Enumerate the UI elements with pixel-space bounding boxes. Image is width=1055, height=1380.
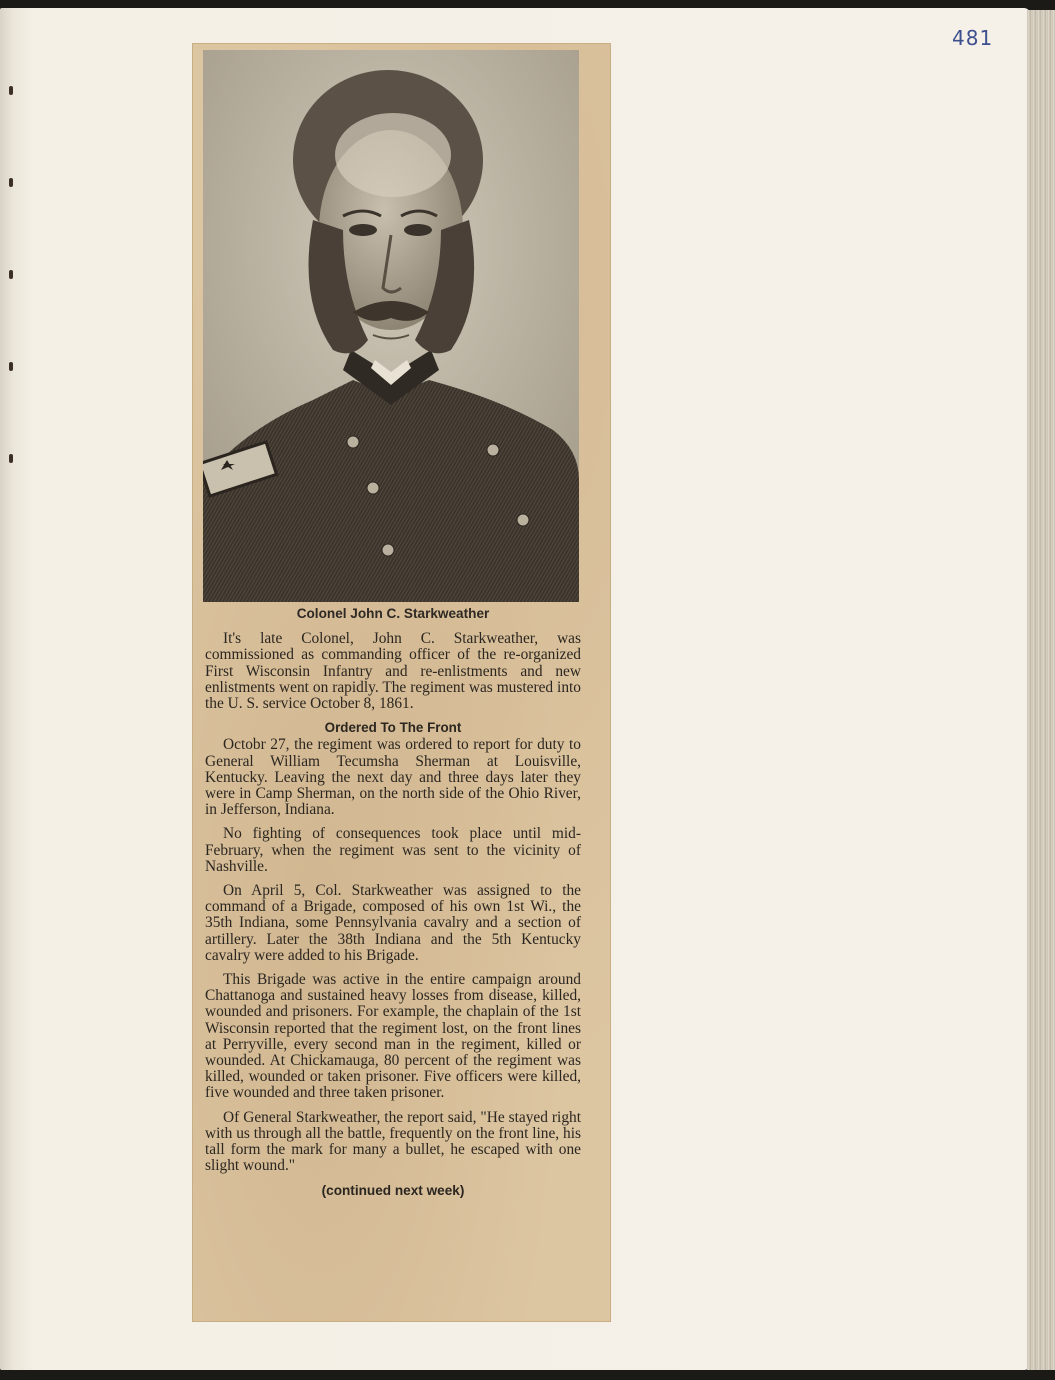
portrait-engraving (203, 50, 579, 602)
article-paragraph: On April 5, Col. Starkweather was assigned to the command of a Brigade, composed of his own 1st Wi., the 35th Indiana, some Pennsylvania cavalry and a section of artillery. Later the 38th Indiana and the 5th Kentucky cavalry were added to his Brigade. (205, 882, 581, 964)
article-paragraph: It's late Colonel, John C. Starkweather, was commissioned as commanding officer of the re-organized First Wisconsin Infantry and re-enlistments and new enlistments went on rapidly. The regiment was mustered into the U. S. service October 8, 1861. (205, 630, 581, 713)
newspaper-clipping (193, 44, 610, 1321)
article-footer: (continued next week) (321, 1182, 465, 1198)
portrait-illustration (203, 50, 579, 602)
binding-hole (9, 362, 13, 371)
binding-hole (9, 270, 13, 279)
article-body (205, 606, 581, 1199)
article-paragraph: This Brigade was active in the entire campaign around Chattanoga and sustained heavy losses from disease, killed, wounded and prisoners. For example, the chaplain of the 1st Wisconsin reported that the regiment lost, on the front lines at Perryville, every second man in the regiment, killed or wounded. At Chickamauga, 80 percent of the regiment was killed, wounded or taken prisoner. Five officers were killed, five wounded and three taken prisoner. (205, 971, 581, 1102)
article-paragraph: Of General Starkweather, the report said, "He stayed right with us through all the battle, frequently on the front line, his tall form the mark for many a bullet, he escaped with one slight wound." (205, 1108, 581, 1175)
article-caption: Colonel John C. Starkweather (296, 606, 490, 621)
binding-hole (9, 454, 13, 463)
article-subhead: Ordered To The Front (324, 720, 462, 736)
page-number: 481 (952, 26, 994, 50)
article-paragraph: Octobr 27, the regiment was ordered to report for duty to General William Tecumsha Sherman at Louisville, Kentucky. Leaving the next day and three days later they were in Camp Sherman, on the north side of the Ohio River, in Jefferson, Indiana. (205, 736, 581, 819)
binding-hole (9, 86, 13, 95)
article-paragraph: No fighting of consequences took place until mid-February, when the regiment was sent to the vicinity of Nashville. (205, 825, 581, 875)
binding-hole (9, 178, 13, 187)
page-edges (1027, 10, 1055, 1370)
